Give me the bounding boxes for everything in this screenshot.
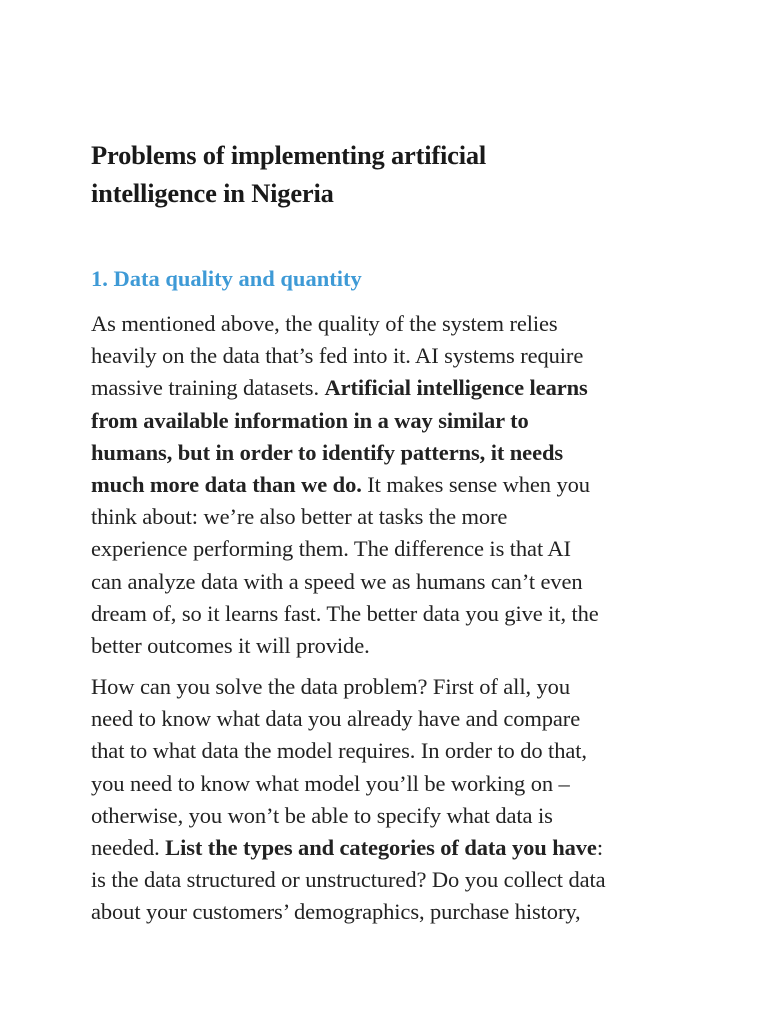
paragraph-line (91, 501, 691, 533)
page-title (91, 136, 691, 212)
document-page (91, 136, 691, 925)
paragraph-line (91, 768, 691, 800)
paragraph-line (91, 864, 691, 896)
text-run: heavily on the data that’s fed into it. AI systems require (91, 343, 584, 369)
paragraph-line (91, 469, 691, 501)
title-line: Problems of implementing artificial (91, 140, 487, 170)
paragraph-line (91, 832, 691, 864)
paragraph-line (91, 340, 691, 372)
text-run: experience performing them. The difference is that AI (91, 536, 571, 562)
paragraph-line (91, 405, 691, 437)
paragraph-line (91, 671, 691, 703)
text-run: is the data structured or unstructured? Do you collect data (91, 867, 606, 893)
title-line: intelligence in Nigeria (91, 178, 334, 208)
paragraph-line (91, 308, 691, 340)
bold-text-run: humans, but in order to identify patterns, it needs (91, 439, 564, 465)
text-run: As mentioned above, the quality of the system relies (91, 311, 558, 336)
text-run: can analyze data with a speed we as humans can’t even (91, 568, 583, 594)
text-run: needed. (91, 835, 166, 861)
text-run: massive training datasets. (91, 375, 325, 401)
text-run: It makes sense when you (361, 472, 590, 498)
paragraph-line (91, 630, 691, 662)
text-run: : (596, 835, 603, 861)
text-run: need to know what data you already have and compare (91, 706, 581, 732)
paragraph-line (91, 735, 691, 767)
paragraph-line (91, 437, 691, 469)
bold-text-run: much more data than we do. (91, 472, 362, 498)
paragraph-line (91, 533, 691, 565)
paragraph-line (91, 598, 691, 630)
text-run: otherwise, you won’t be able to specify what data is (91, 802, 553, 828)
text-run: dream of, so it learns fast. The better data you give it, the (91, 600, 599, 626)
bold-text-run: from available information in a way similar to (91, 407, 529, 433)
paragraph-line (91, 800, 691, 832)
bold-text-run: List the types and categories of data you have (165, 835, 597, 861)
paragraph-data-problem (91, 671, 691, 929)
text-run: that to what data the model requires. In order to do that, (91, 738, 587, 764)
text-run: about your customers’ demographics, purchase history, (91, 899, 581, 925)
bold-text-run: Artificial intelligence learns (324, 375, 588, 401)
section-heading: 1. Data quality and quantity (91, 266, 362, 291)
text-run: you need to know what model you’ll be working on – (91, 770, 570, 796)
text-run: better outcomes it will provide. (91, 633, 370, 659)
paragraph-line (91, 896, 691, 928)
text-run: think about: we’re also better at tasks the more (91, 504, 508, 530)
paragraph-data-quality (91, 308, 691, 662)
paragraph-line (91, 703, 691, 735)
paragraph-line (91, 566, 691, 598)
text-run: How can you solve the data problem? First of all, you (91, 674, 570, 699)
paragraph-line (91, 372, 691, 404)
